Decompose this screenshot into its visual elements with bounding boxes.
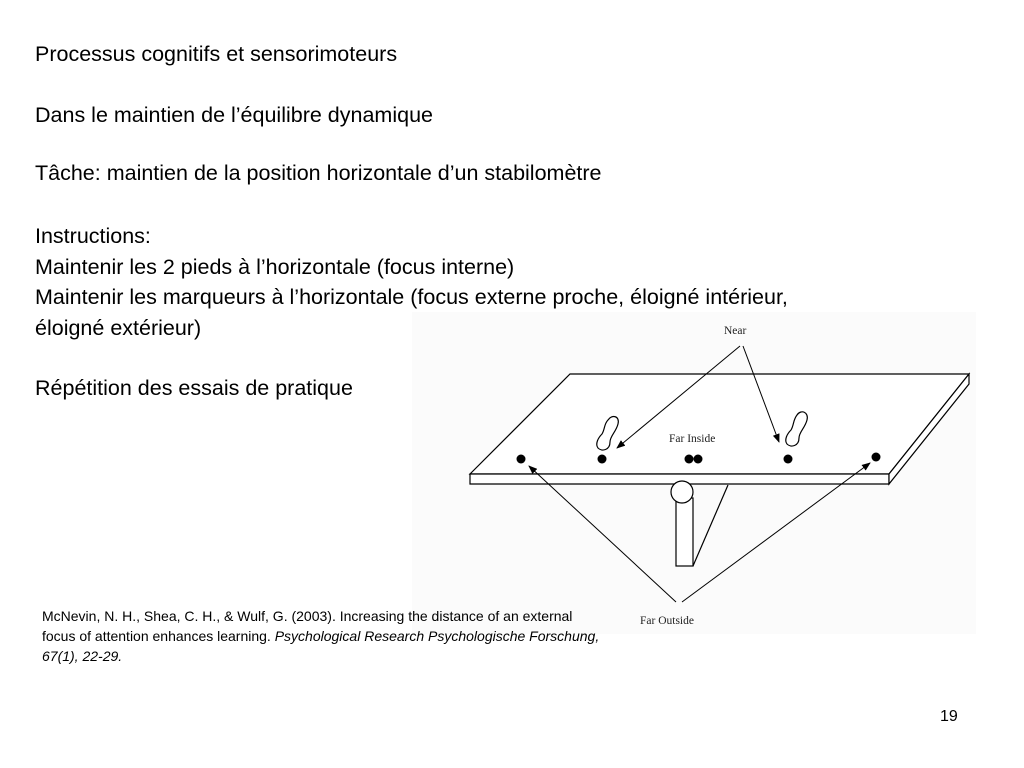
label-far-outside: Far Outside [640, 615, 694, 627]
marker-far-inside-left [685, 455, 694, 464]
instruction-internal-focus: Maintenir les 2 pieds à l’horizontale (focus interne) [35, 255, 515, 279]
far-outside-arrow-left [529, 466, 676, 602]
stabilometer-figure [412, 312, 976, 634]
slide-task: Tâche: maintien de la position horizontale d’un stabilomètre [35, 161, 602, 185]
instructions-heading: Instructions: [35, 224, 151, 248]
stabilometer-support [671, 481, 728, 566]
slide-context: Dans le maintien de l’équilibre dynamique [35, 103, 433, 127]
citation [42, 606, 602, 666]
slide-repetition: Répétition des essais de pratique [35, 376, 353, 400]
stabilometer-diagram [412, 312, 976, 634]
marker-far-inside-right [694, 455, 703, 464]
label-far-inside: Far Inside [669, 433, 716, 445]
instruction-external-focus-continued: éloigné extérieur) [35, 316, 202, 340]
marker-near-left [598, 455, 607, 464]
slide-title: Processus cognitifs et sensorimoteurs [35, 42, 398, 66]
marker-near-right [784, 455, 793, 464]
stabilometer-platform [470, 374, 969, 484]
instruction-external-focus: Maintenir les marqueurs à l’horizontale (focus externe proche, éloigné intérieur, [35, 285, 788, 309]
citation-text: McNevin, N. H., Shea, C. H., & Wulf, G. (2003). Increasing the distance of an external focus of attention enhances learning. [42, 608, 573, 644]
citation-journal: Psychological Research Psychologische Forschung, 67(1), 22-29. [42, 628, 600, 664]
marker-far-outside-right [872, 453, 881, 462]
page-number: 19 [940, 708, 958, 725]
marker-far-outside-left [517, 455, 526, 464]
label-near: Near [724, 325, 747, 337]
